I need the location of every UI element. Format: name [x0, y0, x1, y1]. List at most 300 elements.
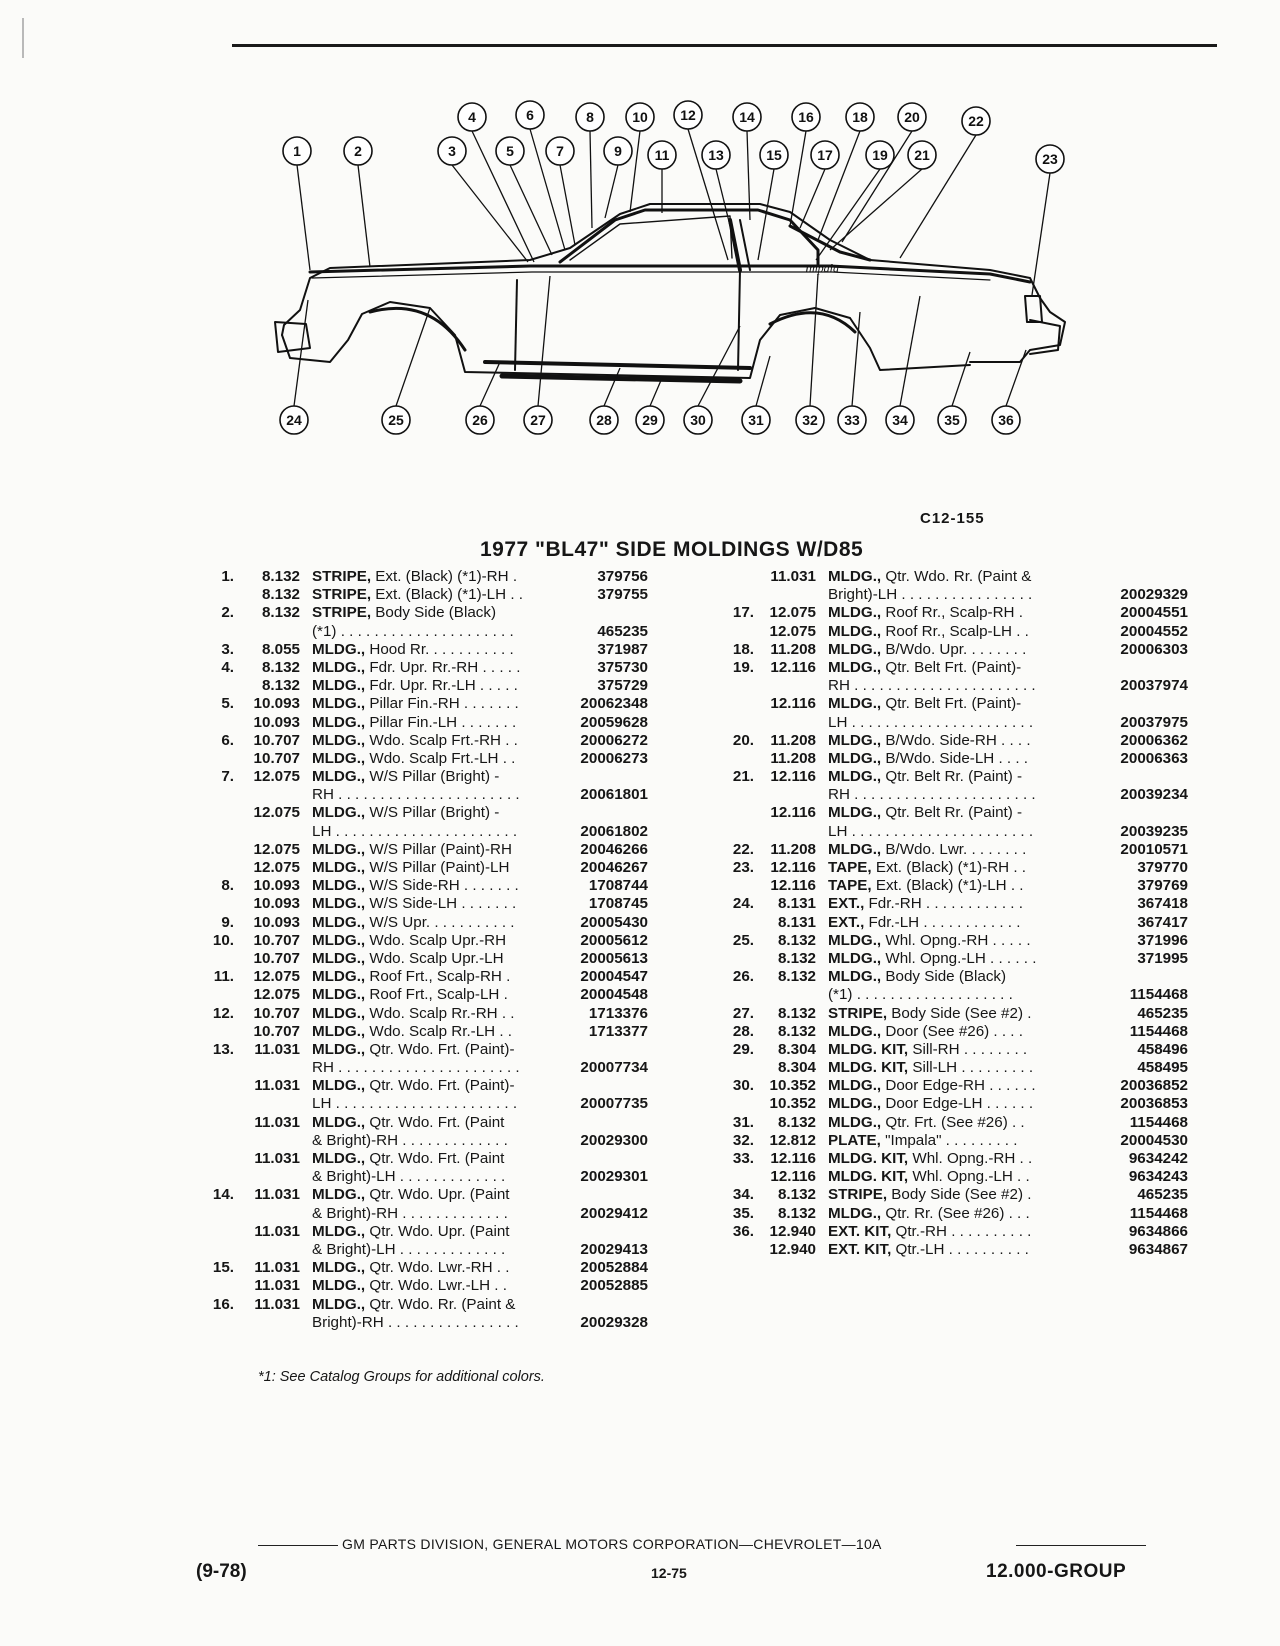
group-number: 8.304 [777, 1040, 816, 1058]
part-type-label: MLDG., [312, 1295, 366, 1313]
parts-row [196, 641, 676, 659]
part-description-text: Qtr. Wdo. Upr. (Paint [365, 1222, 510, 1240]
part-description-text: Sill-RH . . . . . . . . [908, 1040, 1028, 1058]
part-description-text: RH . . . . . . . . . . . . . . . . . . . . . . [312, 1059, 520, 1077]
part-number: 20037974 [1120, 677, 1188, 695]
parts-row [196, 732, 676, 750]
part-type-label: MLDG., [312, 949, 366, 967]
parts-row [196, 695, 676, 713]
part-number: 379755 [597, 586, 648, 604]
callout-17 [811, 141, 839, 169]
callout-12 [674, 101, 702, 129]
item-number: 7. [221, 768, 234, 786]
part-description-text: Qtr. Belt Rr. (Paint) - [881, 768, 1023, 786]
group-number: 8.132 [261, 568, 300, 585]
group-number: 12.116 [770, 859, 816, 876]
group-number: 12.075 [769, 622, 816, 640]
parts-row [196, 1186, 676, 1204]
part-type-label: EXT., [828, 895, 865, 913]
part-type-label: MLDG., [312, 986, 366, 1004]
item-number: 17. [732, 604, 754, 622]
part-description [828, 804, 1022, 822]
part-number: 20029301 [580, 1168, 648, 1186]
part-type-label: MLDG. KIT, [828, 1168, 909, 1186]
group-number: 8.132 [777, 1186, 816, 1204]
callout-number: 33 [844, 412, 860, 428]
parts-row [720, 1186, 1190, 1204]
parts-list-left [196, 568, 676, 1332]
part-type-label: MLDG., [312, 804, 366, 822]
part-description-text: Roof Frt., Scalp-RH . [365, 968, 511, 986]
callout-number: 3 [448, 143, 456, 159]
part-number: 465235 [1137, 1186, 1188, 1204]
part-description [312, 859, 509, 877]
item-number: 21. [732, 768, 754, 786]
part-number: 375729 [597, 677, 648, 695]
callout-number: 4 [468, 109, 476, 125]
part-number: 379770 [1137, 859, 1188, 876]
group-number: 12.116 [770, 658, 816, 676]
part-description-text: Qtr. Wdo. Rr. (Paint & [881, 568, 1032, 585]
part-number: 20061802 [580, 822, 648, 840]
group-number: 12.940 [769, 1240, 816, 1258]
part-number: 1708745 [588, 895, 648, 913]
callout-leader-line [538, 276, 550, 406]
group-number: 11.031 [254, 1277, 300, 1295]
part-description-text: B/Wdo. Side-RH . . . . [881, 731, 1031, 749]
group-number: 10.707 [253, 931, 300, 949]
part-number: 20004552 [1120, 622, 1188, 640]
part-description-text: Qtr. Belt Rr. (Paint) - [881, 804, 1023, 822]
part-type-label: MLDG., [828, 1077, 882, 1095]
part-description-text: Qtr. Frt. (See #26) . . [881, 1113, 1025, 1131]
part-number: 458496 [1137, 1040, 1188, 1058]
parts-row [196, 786, 676, 804]
part-number: 20005613 [580, 949, 648, 967]
part-description-text: B/Wdo. Upr. . . . . . . . [881, 640, 1027, 658]
part-number: 1154468 [1129, 1022, 1188, 1040]
callout-number: 1 [293, 143, 301, 159]
part-type-label: STRIPE, [312, 604, 372, 622]
item-number: 36. [732, 1222, 754, 1240]
callout-number: 29 [642, 412, 658, 428]
part-type-label: MLDG., [312, 749, 366, 767]
callout-number: 32 [802, 412, 818, 428]
group-number: 10.093 [253, 713, 300, 731]
part-description [312, 641, 514, 659]
callout-number: 18 [852, 109, 868, 125]
callout-number: 23 [1042, 151, 1058, 167]
footer-rule-right [1016, 1545, 1146, 1546]
parts-row [720, 932, 1190, 950]
part-description [828, 1095, 1033, 1113]
parts-row [196, 1077, 676, 1095]
part-description-text: (*1) . . . . . . . . . . . . . . . . . . . [828, 986, 1013, 1004]
part-description-text: Body Side (Black) [371, 604, 497, 622]
part-description [312, 1114, 504, 1132]
part-type-label: STRIPE, [828, 1004, 888, 1022]
part-description [312, 786, 520, 804]
parts-row [196, 841, 676, 859]
part-number: 20029329 [1120, 586, 1188, 604]
callout-number: 25 [388, 412, 404, 428]
callout-number: 11 [654, 147, 670, 163]
callout-number: 31 [748, 412, 764, 428]
item-number: 8. [221, 877, 234, 895]
part-description [312, 1095, 517, 1113]
parts-row [196, 1041, 676, 1059]
callout-leader-line [900, 296, 920, 406]
callout-leader-line [297, 165, 310, 270]
part-type-label: MLDG., [312, 1186, 366, 1204]
part-description-text: RH . . . . . . . . . . . . . . . . . . . . . . [312, 786, 520, 804]
parts-row [720, 986, 1190, 1004]
part-number: 379769 [1137, 877, 1188, 895]
group-number: 8.132 [777, 968, 816, 986]
part-description-text: Wdo. Scalp Frt.-LH . . [365, 749, 516, 767]
callout-leader-line [604, 368, 620, 406]
callout-number: 15 [766, 147, 782, 163]
callout-10 [626, 103, 654, 131]
parts-row [196, 950, 676, 968]
callout-number: 22 [968, 113, 984, 129]
car-side-diagram [270, 100, 1130, 480]
callout-11 [648, 141, 676, 169]
parts-row [196, 1005, 676, 1023]
part-type-label: MLDG., [312, 1004, 366, 1022]
callout-number: 17 [817, 147, 833, 163]
callout-leader-line [650, 378, 662, 406]
part-number: 20006362 [1120, 731, 1188, 749]
part-type-label: MLDG. KIT, [828, 1150, 909, 1167]
item-number: 32. [732, 1131, 754, 1149]
part-number: 20006272 [580, 731, 648, 749]
parts-row [720, 1077, 1190, 1095]
part-description [828, 714, 1033, 732]
part-description-text: B/Wdo. Lwr. . . . . . . . [881, 840, 1027, 858]
group-number: 12.116 [770, 1168, 816, 1186]
figure-code: C12-155 [920, 510, 985, 527]
parts-row [196, 804, 676, 822]
parts-row [720, 950, 1190, 968]
item-number: 31. [732, 1113, 754, 1131]
part-description [828, 823, 1033, 841]
part-description [828, 895, 1023, 913]
part-description-text: Qtr. Wdo. Rr. (Paint & [365, 1295, 516, 1313]
part-description-text: Wdo. Scalp Frt.-RH . . [365, 731, 518, 749]
callout-18 [846, 103, 874, 131]
part-description-text: LH . . . . . . . . . . . . . . . . . . . . . . [312, 1095, 518, 1113]
part-type-label: MLDG., [828, 1204, 882, 1222]
callout-27 [524, 406, 552, 434]
part-number: 20061801 [580, 786, 648, 804]
part-type-label: MLDG., [828, 622, 882, 640]
group-number: 10.093 [253, 695, 300, 713]
part-description-text: Qtr. Wdo. Frt. (Paint [365, 1113, 505, 1131]
part-description-text: (*1) . . . . . . . . . . . . . . . . . . . . . [312, 622, 514, 640]
part-number: 1154468 [1129, 1204, 1188, 1222]
part-description-text: W/S Pillar (Paint)-RH [365, 840, 512, 858]
part-number: 371995 [1137, 949, 1188, 967]
part-description [312, 1223, 509, 1241]
part-type-label: MLDG., [828, 640, 882, 658]
part-number: 20029412 [580, 1204, 648, 1222]
part-type-label: MLDG., [828, 695, 882, 713]
part-description [312, 1041, 515, 1059]
part-type-label: MLDG., [312, 931, 366, 949]
callout-leader-line [830, 169, 922, 250]
parts-row [196, 586, 676, 604]
part-type-label: MLDG., [312, 1077, 366, 1095]
part-description [828, 586, 1032, 604]
part-type-label: MLDG., [828, 968, 882, 986]
part-number: 20062348 [580, 695, 648, 713]
footer-publisher: GM PARTS DIVISION, GENERAL MOTORS CORPORATION—CHEVROLET—10A [342, 1536, 882, 1552]
parts-row [720, 677, 1190, 695]
parts-row [196, 1241, 676, 1259]
parts-row [720, 1168, 1190, 1186]
group-number: 11.031 [254, 1295, 300, 1313]
callout-6 [516, 101, 544, 129]
part-number: 20046267 [580, 859, 648, 876]
parts-row [196, 877, 676, 895]
part-description-text: W/S Side-LH . . . . . . . [365, 895, 517, 913]
part-description [312, 1150, 504, 1168]
callout-leader-line [1032, 173, 1050, 295]
part-number: 375730 [597, 658, 648, 676]
item-number: 3. [221, 640, 234, 658]
parts-row [196, 1223, 676, 1241]
part-type-label: MLDG., [312, 1150, 366, 1167]
part-description [312, 732, 518, 750]
callout-14 [733, 103, 761, 131]
item-number: 12. [212, 1004, 234, 1022]
callout-15 [760, 141, 788, 169]
part-description [312, 1186, 509, 1204]
part-description [312, 895, 516, 913]
callout-number: 9 [614, 143, 622, 159]
callout-leader-line [747, 131, 750, 220]
part-number: 20029328 [580, 1313, 648, 1331]
callout-number: 12 [680, 107, 696, 123]
group-number: 11.031 [254, 1186, 300, 1204]
item-number: 16. [212, 1295, 234, 1313]
callout-leader-line [590, 131, 592, 228]
part-description-text: Qtr. Belt Frt. (Paint)- [881, 695, 1022, 713]
callout-8 [576, 103, 604, 131]
part-description-text: Body Side (Black) [881, 968, 1007, 986]
callout-leader-line [605, 165, 618, 218]
part-description [312, 932, 506, 950]
part-number: 20004547 [580, 968, 648, 986]
part-description [828, 1005, 1031, 1023]
part-number: 465235 [597, 622, 648, 640]
parts-row [720, 1095, 1190, 1113]
part-type-label: MLDG., [828, 840, 882, 858]
parts-row [196, 1168, 676, 1186]
parts-row [196, 750, 676, 768]
callout-leader-line [790, 131, 806, 226]
group-number: 8.132 [777, 1004, 816, 1022]
group-number: 8.132 [261, 604, 300, 622]
part-description [828, 1132, 1017, 1150]
parts-row [196, 677, 676, 695]
parts-row [720, 1059, 1190, 1077]
part-type-label: MLDG., [828, 931, 882, 949]
part-description [312, 1132, 508, 1150]
parts-row [720, 750, 1190, 768]
group-number: 12.116 [770, 1150, 816, 1167]
group-number: 11.031 [254, 1150, 300, 1167]
part-description [312, 804, 499, 822]
part-type-label: MLDG., [312, 1277, 366, 1295]
part-description-text: Wdo. Scalp Upr.-RH [365, 931, 507, 949]
group-number: 10.707 [253, 731, 300, 749]
part-type-label: MLDG., [828, 949, 882, 967]
part-number: 20004548 [580, 986, 648, 1004]
parts-list-right [720, 568, 1190, 1259]
part-description-text: W/S Pillar (Bright) - [365, 768, 500, 786]
part-description [312, 968, 510, 986]
top-rule [232, 44, 1217, 47]
part-description [312, 1077, 515, 1095]
part-type-label: MLDG., [828, 1095, 882, 1113]
part-type-label: MLDG., [312, 968, 366, 986]
part-description [312, 568, 517, 586]
part-number: 20036852 [1120, 1077, 1188, 1095]
part-number: 20046266 [580, 840, 648, 858]
part-description-text: Wdo. Scalp Rr.-LH . . [365, 1022, 513, 1040]
group-number: 12.075 [253, 859, 300, 876]
callout-number: 35 [944, 412, 960, 428]
parts-row [720, 1223, 1190, 1241]
part-type-label: MLDG., [312, 1222, 366, 1240]
callout-number: 21 [914, 147, 930, 163]
parts-row [720, 1241, 1190, 1259]
group-number: 11.031 [254, 1113, 300, 1131]
part-description [312, 1277, 507, 1295]
callout-5 [496, 137, 524, 165]
part-description [312, 586, 523, 604]
item-number: 10. [212, 931, 234, 949]
part-description-text: Bright)-LH . . . . . . . . . . . . . . . . [828, 586, 1033, 604]
parts-row [196, 604, 676, 622]
group-number: 8.132 [777, 1022, 816, 1040]
item-number: 34. [732, 1186, 754, 1204]
part-type-label: TAPE, [828, 859, 872, 876]
part-description-text: & Bright)-LH . . . . . . . . . . . . . [312, 1168, 506, 1186]
part-description-text: W/S Pillar (Paint)-LH [365, 859, 510, 876]
part-number: 1713377 [588, 1022, 648, 1040]
part-description [828, 1223, 1031, 1241]
part-type-label: MLDG., [828, 1022, 882, 1040]
callout-16 [792, 103, 820, 131]
item-number: 9. [221, 913, 234, 931]
parts-row [720, 659, 1190, 677]
part-description [312, 950, 504, 968]
impala-badge: Impala [805, 261, 839, 275]
part-description-text: Qtr. Belt Frt. (Paint)- [881, 658, 1022, 676]
callout-number: 24 [286, 412, 302, 428]
group-number: 8.131 [777, 895, 816, 913]
part-description [828, 877, 1024, 895]
callout-number: 13 [708, 147, 724, 163]
callout-9 [604, 137, 632, 165]
item-number: 19. [732, 658, 754, 676]
callout-leader-line [810, 274, 818, 406]
part-description [312, 1023, 512, 1041]
item-number: 24. [732, 895, 754, 913]
part-description [828, 695, 1021, 713]
part-description-text: Roof Rr., Scalp-RH . [881, 604, 1023, 622]
item-number: 25. [732, 931, 754, 949]
callout-leader-line [510, 165, 552, 255]
part-description-text: Whl. Opng.-LH . . . . . . [881, 949, 1037, 967]
part-description [828, 950, 1036, 968]
parts-row [720, 714, 1190, 732]
part-description [828, 659, 1021, 677]
part-type-label: MLDG., [828, 804, 882, 822]
part-description [312, 659, 520, 677]
group-number: 10.352 [769, 1077, 816, 1095]
part-description-text: Wdo. Scalp Upr.-LH [365, 949, 504, 967]
part-type-label: MLDG., [828, 768, 882, 786]
group-number: 8.132 [261, 677, 300, 695]
part-description [828, 914, 1020, 932]
part-number: 20006303 [1120, 640, 1188, 658]
group-number: 11.031 [770, 568, 816, 585]
item-number: 23. [732, 859, 754, 876]
group-number: 11.208 [770, 731, 816, 749]
parts-row [196, 1259, 676, 1277]
part-description-text: Pillar Fin.-RH . . . . . . . [365, 695, 519, 713]
parts-row [196, 1296, 676, 1314]
part-description [828, 968, 1006, 986]
footnote: *1: See Catalog Groups for additional colors. [258, 1369, 545, 1385]
parts-row [720, 1041, 1190, 1059]
part-type-label: MLDG., [828, 731, 882, 749]
footer-page-number: 12-75 [651, 1565, 687, 1581]
parts-row [720, 623, 1190, 641]
group-number: 11.031 [254, 1040, 300, 1058]
part-description [312, 1314, 519, 1332]
parts-row [196, 986, 676, 1004]
part-description-text: Pillar Fin.-LH . . . . . . . [365, 713, 517, 731]
part-description-text: LH . . . . . . . . . . . . . . . . . . . . . . [828, 713, 1034, 731]
part-description [828, 1059, 1033, 1077]
parts-row [196, 1132, 676, 1150]
part-number: 20039235 [1120, 822, 1188, 840]
group-number: 12.116 [770, 695, 816, 713]
parts-row [196, 1023, 676, 1041]
part-number: 1154468 [1129, 1113, 1188, 1131]
group-number: 11.208 [770, 640, 816, 658]
item-number: 35. [732, 1204, 754, 1222]
parts-row [196, 714, 676, 732]
page-title: 1977 "BL47" SIDE MOLDINGS W/D85 [480, 538, 864, 561]
part-type-label: MLDG., [312, 913, 366, 931]
parts-row [720, 823, 1190, 841]
item-number: 27. [732, 1004, 754, 1022]
part-description [312, 1259, 509, 1277]
callout-3 [438, 137, 466, 165]
parts-row [196, 659, 676, 677]
group-number: 11.208 [770, 749, 816, 767]
parts-row [196, 968, 676, 986]
parts-row [196, 932, 676, 950]
part-type-label: MLDG., [312, 1022, 366, 1040]
callout-31 [742, 406, 770, 434]
